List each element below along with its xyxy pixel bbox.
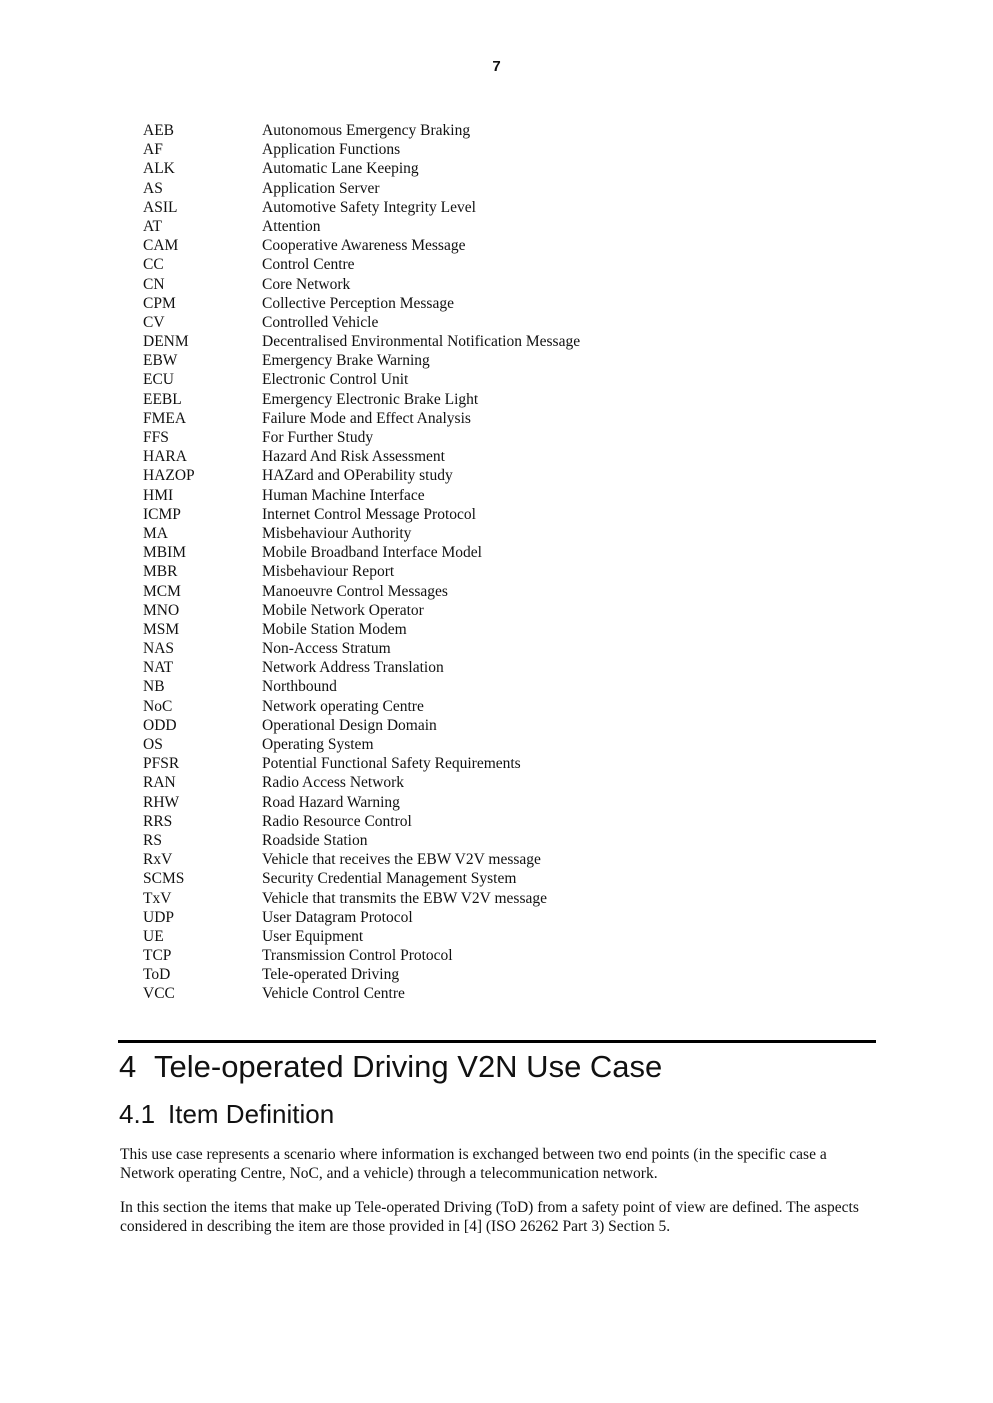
abbreviation-term: OS [143, 736, 163, 753]
abbreviation-row [143, 236, 580, 255]
abbreviation-row [143, 121, 580, 140]
abbreviation-term: NB [143, 678, 165, 696]
abbreviation-term: UE [143, 927, 164, 945]
abbreviation-row [143, 447, 580, 466]
abbreviation-row [143, 908, 580, 927]
abbreviation-row [143, 620, 580, 639]
abbreviation-list [143, 121, 580, 1004]
abbreviation-row [143, 409, 580, 428]
section-divider [118, 1040, 876, 1043]
abbreviation-definition: Operational Design Domain [262, 716, 437, 734]
abbreviation-term: CPM [143, 294, 176, 312]
abbreviation-row [143, 198, 580, 217]
abbreviation-term: RxV [143, 851, 173, 869]
abbreviation-term: AEB [143, 122, 174, 139]
abbreviation-definition: Misbehaviour Authority [262, 524, 412, 542]
abbreviation-term: ECU [143, 371, 174, 389]
subsection-title: Item Definition [168, 1099, 335, 1129]
abbreviation-term: MNO [143, 601, 180, 619]
abbreviation-row [143, 351, 580, 370]
abbreviation-row [143, 543, 580, 562]
abbreviation-term: EEBL [143, 390, 182, 408]
abbreviation-term: ALK [143, 160, 175, 178]
abbreviation-definition: Emergency Brake Warning [262, 352, 430, 370]
abbreviation-row [143, 812, 580, 831]
abbreviation-definition: HAZard and OPerability study [262, 467, 453, 485]
abbreviation-row [143, 773, 580, 792]
abbreviation-row [143, 735, 580, 754]
section-number: 4 [119, 1049, 137, 1084]
abbreviation-definition: Core Network [262, 275, 351, 293]
abbreviation-term: MA [143, 524, 168, 542]
abbreviation-row [143, 889, 580, 908]
abbreviation-term: NoC [143, 697, 173, 715]
abbreviation-row [143, 562, 580, 581]
abbreviation-definition: Collective Perception Message [262, 294, 454, 312]
abbreviation-term: ICMP [143, 505, 181, 523]
abbreviation-term: CC [143, 256, 164, 274]
abbreviation-definition: Human Machine Interface [262, 486, 425, 504]
abbreviation-term: AF [143, 141, 163, 159]
abbreviation-term: RHW [143, 793, 180, 811]
abbreviation-definition: Northbound [262, 678, 337, 696]
abbreviation-row [143, 466, 580, 485]
abbreviation-term: EBW [143, 352, 178, 370]
abbreviation-row [143, 140, 580, 159]
abbreviation-term: TxV [143, 889, 172, 907]
abbreviation-row [143, 294, 580, 313]
abbreviation-term: DENM [143, 333, 189, 351]
abbreviation-term: SCMS [143, 870, 185, 888]
abbreviation-term: MSM [143, 620, 180, 638]
abbreviation-term: ToD [143, 966, 171, 984]
abbreviation-definition: Vehicle that receives the EBW V2V message [262, 851, 541, 869]
abbreviation-definition: Application Functions [262, 141, 401, 159]
section-title: Tele-operated Driving V2N Use Case [154, 1049, 663, 1084]
body-paragraph: In this section the items that make up Tele-operated Driving (ToD) from a safety point of view are defined. The aspects considered in describing the item are those provided in [4] (ISO 26262 Part 3) Section 5. [120, 1199, 859, 1236]
abbreviation-row [143, 179, 580, 198]
abbreviation-row [143, 217, 580, 236]
abbreviation-row [143, 505, 580, 524]
abbreviation-definition: Emergency Electronic Brake Light [262, 390, 479, 408]
page-number: 7 [492, 58, 501, 75]
abbreviation-row [143, 332, 580, 351]
abbreviation-term: TCP [143, 947, 172, 965]
abbreviation-term: HAZOP [143, 467, 195, 485]
abbreviation-row [143, 486, 580, 505]
abbreviation-definition: Radio Access Network [262, 774, 405, 792]
abbreviation-row [143, 390, 580, 409]
abbreviation-row [143, 639, 580, 658]
abbreviation-definition: Operating System [262, 736, 374, 753]
abbreviation-definition: Mobile Broadband Interface Model [262, 544, 482, 562]
abbreviation-term: VCC [143, 985, 175, 1003]
abbreviation-definition: Road Hazard Warning [262, 793, 400, 811]
abbreviation-term: ASIL [143, 198, 178, 216]
abbreviation-term: RS [143, 831, 162, 849]
abbreviation-definition: Roadside Station [262, 831, 368, 849]
abbreviation-definition: Vehicle that transmits the EBW V2V message [262, 889, 547, 907]
abbreviation-definition: Radio Resource Control [262, 812, 412, 830]
abbreviation-definition: Security Credential Management System [262, 870, 517, 888]
abbreviation-row [143, 984, 580, 1003]
abbreviation-term: CN [143, 275, 165, 293]
abbreviation-definition: Cooperative Awareness Message [262, 237, 466, 255]
abbreviation-row [143, 658, 580, 677]
abbreviation-term: MBIM [143, 544, 187, 562]
abbreviation-definition: Manoeuvre Control Messages [262, 582, 448, 600]
abbreviation-row [143, 582, 580, 601]
abbreviation-row [143, 850, 580, 869]
abbreviation-definition: Potential Functional Safety Requirements [262, 755, 521, 773]
abbreviation-definition: Transmission Control Protocol [262, 947, 453, 965]
abbreviation-definition: Decentralised Environmental Notification Message [262, 333, 581, 351]
abbreviation-term: RRS [143, 812, 173, 830]
abbreviation-row [143, 255, 580, 274]
abbreviation-definition: Misbehaviour Report [262, 563, 395, 581]
abbreviation-definition: Automotive Safety Integrity Level [262, 198, 476, 216]
abbreviation-term: UDP [143, 908, 175, 926]
abbreviation-definition: Tele-operated Driving [262, 966, 400, 984]
abbreviation-row [143, 313, 580, 332]
abbreviation-row [143, 275, 580, 294]
abbreviation-term: FMEA [143, 409, 187, 427]
abbreviation-definition: Hazard And Risk Assessment [262, 448, 445, 466]
abbreviation-term: MBR [143, 563, 178, 581]
abbreviation-definition: Mobile Station Modem [262, 620, 407, 638]
abbreviation-row [143, 965, 580, 984]
abbreviation-row [143, 677, 580, 696]
abbreviation-definition: Vehicle Control Centre [262, 985, 405, 1003]
abbreviation-definition: User Equipment [262, 927, 364, 945]
abbreviation-definition: Automatic Lane Keeping [262, 160, 419, 178]
abbreviation-definition: Mobile Network Operator [262, 601, 424, 619]
abbreviation-row [143, 697, 580, 716]
abbreviation-definition: Controlled Vehicle [262, 313, 379, 331]
subsection-number: 4.1 [119, 1099, 156, 1129]
abbreviation-row [143, 370, 580, 389]
abbreviation-term: ODD [143, 716, 177, 734]
abbreviation-definition: Attention [262, 217, 321, 235]
abbreviation-term: RAN [143, 774, 176, 792]
section-heading [119, 1047, 662, 1087]
abbreviation-row [143, 869, 580, 888]
abbreviation-definition: Electronic Control Unit [262, 371, 409, 389]
abbreviation-term: PFSR [143, 755, 180, 773]
abbreviation-definition: Control Centre [262, 256, 355, 274]
abbreviation-term: HMI [143, 486, 174, 504]
abbreviation-row [143, 524, 580, 543]
abbreviation-term: MCM [143, 582, 181, 600]
abbreviation-row [143, 946, 580, 965]
abbreviation-term: CV [143, 313, 165, 331]
abbreviation-definition: Non-Access Stratum [262, 640, 391, 658]
abbreviation-term: NAS [143, 640, 175, 658]
abbreviation-definition: User Datagram Protocol [262, 908, 413, 926]
abbreviation-definition: Internet Control Message Protocol [262, 505, 476, 523]
abbreviation-definition: Network Address Translation [262, 659, 444, 677]
abbreviation-row [143, 159, 580, 178]
subsection-heading [119, 1097, 334, 1131]
abbreviation-row [143, 793, 580, 812]
abbreviation-definition: Network operating Centre [262, 697, 424, 715]
abbreviation-row [143, 601, 580, 620]
abbreviation-definition: For Further Study [262, 429, 374, 446]
abbreviation-row [143, 428, 580, 447]
abbreviation-row [143, 754, 580, 773]
abbreviation-term: NAT [143, 659, 174, 677]
abbreviation-definition: Failure Mode and Effect Analysis [262, 409, 471, 427]
abbreviation-definition: Application Server [262, 179, 380, 197]
abbreviation-definition: Autonomous Emergency Braking [262, 122, 471, 139]
abbreviation-row [143, 831, 580, 850]
abbreviation-term: HARA [143, 448, 187, 466]
abbreviation-row [143, 927, 580, 946]
abbreviation-term: FFS [143, 429, 169, 446]
abbreviation-row [143, 716, 580, 735]
abbreviation-term: AT [143, 217, 162, 235]
abbreviation-term: AS [143, 179, 163, 197]
body-paragraph: This use case represents a scenario where information is exchanged between two end points (in the specific case a Network operating Centre, NoC, and a vehicle) through a telecommunication network. [120, 1146, 827, 1183]
abbreviation-term: CAM [143, 237, 179, 255]
